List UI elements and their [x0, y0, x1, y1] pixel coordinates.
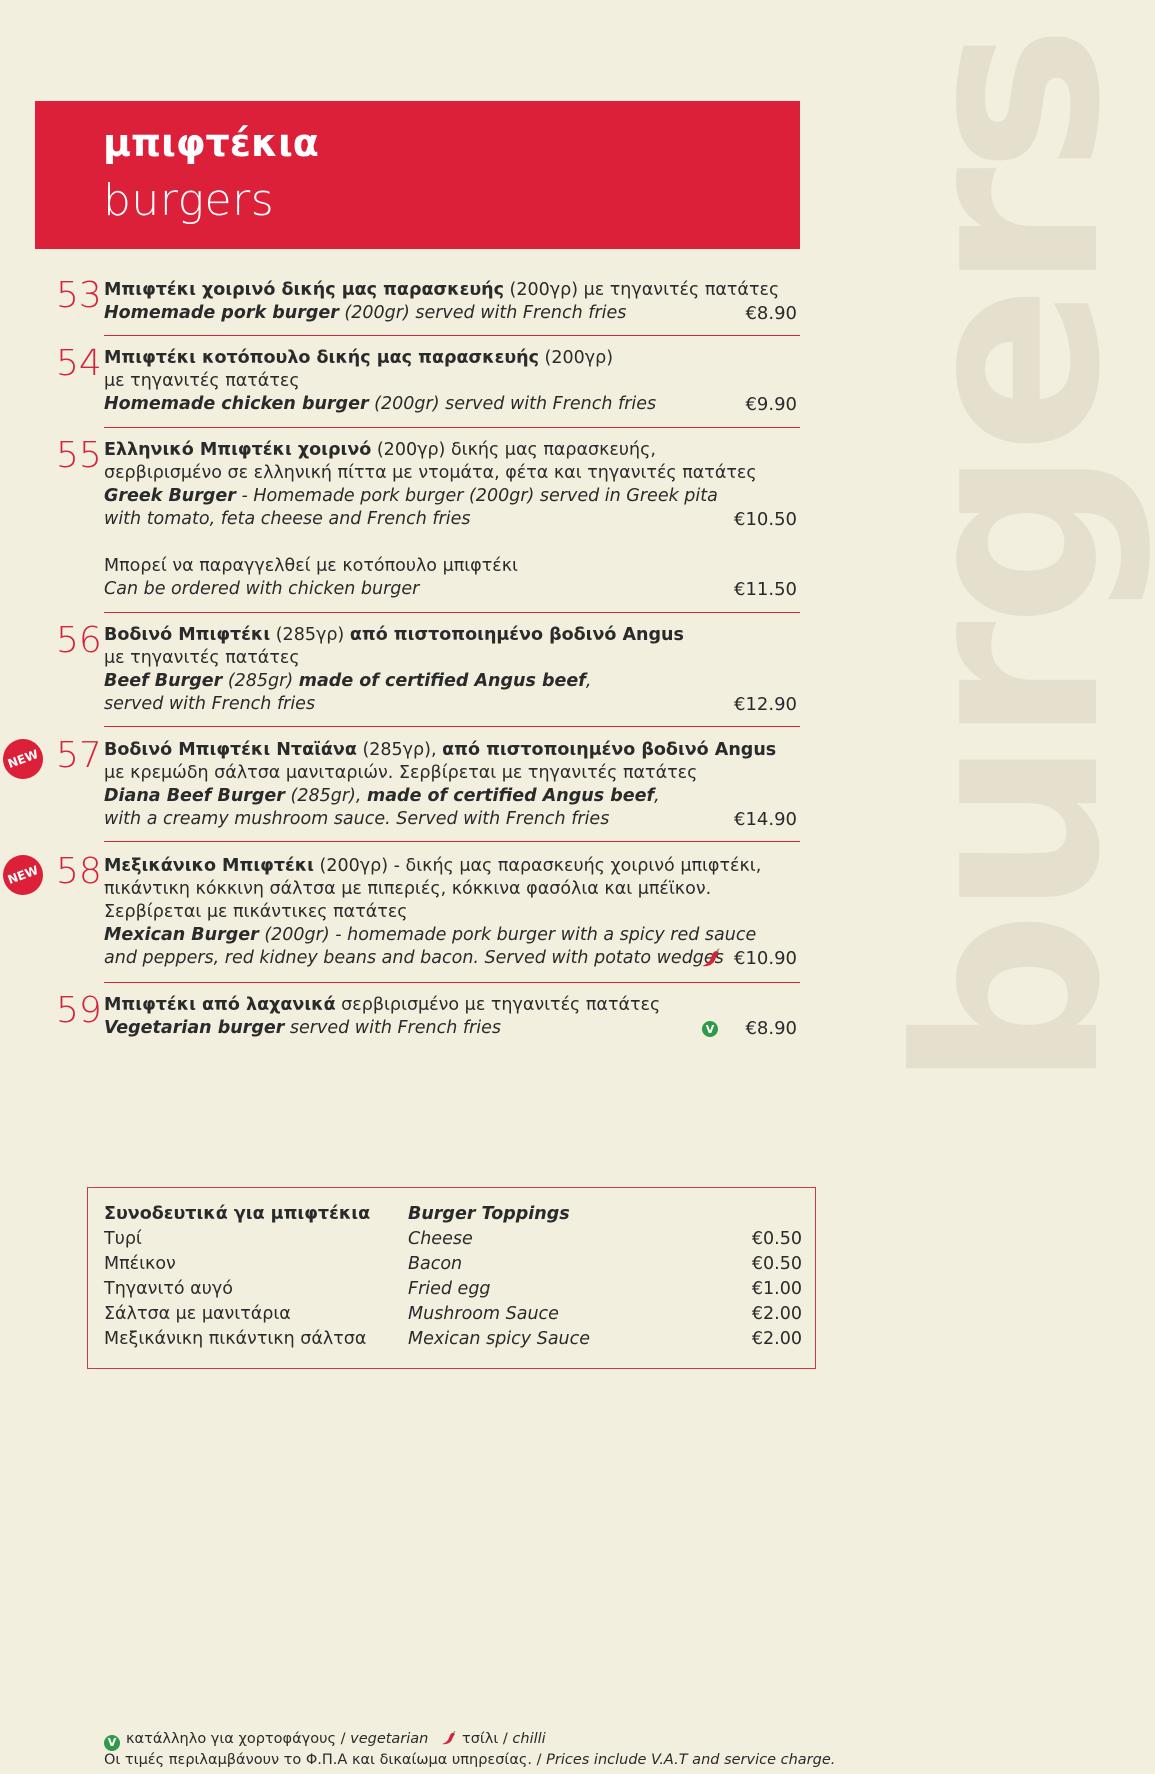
price-note-english: Prices include V.A.T and service charge. — [546, 1752, 836, 1768]
toppings-header-greek: Συνοδευτικά για μπιφτέκια — [104, 1204, 371, 1224]
topping-row — [104, 1254, 804, 1279]
menu-item-56 — [35, 620, 800, 719]
menu-item-59 — [35, 990, 800, 1044]
item-price: €11.50 — [734, 579, 797, 600]
description-text: Beef Burger — [104, 671, 223, 691]
description-text: made of certified Angus beef — [298, 671, 586, 691]
toppings-header-english: Burger Toppings — [408, 1204, 570, 1224]
topping-name-english: Bacon — [408, 1254, 463, 1274]
item-number: 54 — [56, 343, 102, 384]
item-description — [104, 855, 762, 970]
description-text: (200γρ) με τηγανιτές πατάτες — [503, 280, 780, 300]
description-text: (285gr) — [222, 671, 299, 691]
item-price: €8.90 — [745, 303, 797, 324]
description-text: Homemade chicken burger — [104, 394, 369, 414]
section-header — [35, 101, 800, 249]
description-line — [104, 555, 714, 578]
legend-vegetarian-greek: κατάλληλο για χορτοφάγους — [126, 1731, 336, 1747]
description-line — [104, 693, 714, 716]
description-line — [104, 439, 714, 462]
description-text: (200gr) - homemade pork burger with a spicy red sauce — [258, 925, 757, 945]
description-text: από πιστοποιημένο βοδινό Angus — [349, 625, 684, 645]
description-text: and peppers, red kidney beans and bacon. Served with potato wedges — [104, 948, 724, 968]
legend-line: V κατάλληλο για χορτοφάγους / vegetarian τσίλι / chilli — [104, 1729, 546, 1751]
description-text: με τηγανιτές πατάτες — [104, 371, 300, 391]
description-line — [104, 739, 777, 762]
menu-item-53 — [35, 275, 800, 329]
description-text: πικάντικη κόκκινη σάλτσα με πιπεριές, κόκκινα φασόλια και μπέϊκον. — [104, 879, 712, 899]
topping-row — [104, 1329, 804, 1354]
description-line — [104, 485, 718, 508]
topping-name-english: Mexican spicy Sauce — [408, 1329, 591, 1349]
new-badge: NEW — [0, 849, 49, 900]
description-text: με κρεμώδη σάλτσα μανιταριών. Σερβίρεται με τηγανιτές πατάτες — [104, 763, 698, 783]
description-text: Σερβίρεται με πικάντικες πατάτες — [104, 902, 408, 922]
description-text: Βοδινό Μπιφτέκι — [104, 625, 271, 645]
description-text: Homemade pork burger — [104, 303, 339, 323]
description-text: (285gr), — [284, 786, 367, 806]
divider — [104, 427, 800, 428]
topping-price: €2.00 — [751, 1304, 802, 1324]
item-number: 56 — [56, 620, 102, 661]
description-text: - Homemade pork burger (200gr) served in Greek pita — [235, 486, 718, 506]
item-price: €8.90 — [745, 1018, 797, 1039]
topping-price: €1.00 — [751, 1279, 802, 1299]
divider — [104, 982, 800, 983]
price-note: Οι τιμές περιλαμβάνουν το Φ.Π.Α και δικαίωμα υπηρεσίας. / Prices include V.A.T and service charge. — [104, 1752, 836, 1768]
item-price: €12.90 — [734, 694, 797, 715]
item-description — [104, 347, 714, 416]
item-description — [104, 624, 714, 716]
description-line — [104, 347, 714, 370]
legend-chilli-greek: τσίλι — [461, 1731, 499, 1747]
topping-name-greek: Τυρί — [104, 1229, 142, 1249]
item-price: €9.90 — [745, 394, 797, 415]
menu-item-54 — [35, 343, 800, 417]
description-text: Can be ordered with chicken burger — [104, 579, 420, 599]
item-description — [104, 994, 714, 1040]
description-text: σερβιρισμένο σε ελληνική πίττα με ντομάτα, φέτα και τηγανιτές πατάτες — [104, 463, 757, 483]
item-price: €10.50 — [734, 509, 797, 530]
legend-vegetarian-english: vegetarian — [350, 1731, 429, 1747]
description-line — [104, 808, 714, 831]
menu-item-55-chicken-option — [35, 555, 800, 603]
description-text: , — [654, 786, 660, 806]
description-line — [104, 785, 714, 808]
description-line — [104, 508, 714, 531]
description-text: (285γρ), — [356, 740, 443, 760]
description-line — [104, 762, 714, 785]
description-line — [104, 279, 780, 302]
description-text: (200gr) served with French fries — [368, 394, 657, 414]
description-text: made of certified Angus beef — [367, 786, 655, 806]
item-description — [104, 555, 714, 601]
divider — [104, 726, 800, 727]
topping-name-greek: Μεξικάνικη πικάντικη σάλτσα — [104, 1329, 367, 1349]
section-title-english: burgers — [103, 175, 275, 226]
description-text: with a creamy mushroom sauce. Served with French fries — [104, 809, 610, 829]
toppings-header — [104, 1204, 804, 1229]
description-text: served with French fries — [284, 1018, 501, 1038]
vegetarian-icon: V — [702, 1021, 718, 1037]
description-text: Μπιφτέκι χοιρινό δικής μας παρασκευής — [104, 280, 504, 300]
description-text: (200gr) served with French fries — [338, 303, 627, 323]
topping-name-english: Cheese — [408, 1229, 473, 1249]
description-text: Mexican Burger — [104, 925, 259, 945]
description-text: (200γρ) δικής μας παρασκευής, — [371, 440, 656, 460]
description-text: , — [585, 671, 592, 691]
description-text: Μπορεί να παραγγελθεί με κοτόπουλο μπιφτέκι — [104, 556, 518, 576]
description-line — [104, 393, 714, 416]
topping-price: €0.50 — [751, 1254, 802, 1274]
description-line — [104, 647, 714, 670]
description-line — [104, 370, 714, 393]
description-text: (200γρ) — [538, 348, 614, 368]
description-line — [104, 462, 757, 485]
description-line — [104, 578, 714, 601]
description-line — [104, 670, 714, 693]
item-number: 53 — [56, 275, 102, 316]
description-text: Ελληνικό Μπιφτέκι χοιρινό — [104, 440, 372, 460]
description-line — [104, 947, 724, 970]
description-line — [104, 855, 762, 878]
item-description — [104, 439, 757, 531]
section-title-greek: μπιφτέκια — [103, 121, 319, 165]
description-line — [104, 878, 714, 901]
item-number: 57 — [56, 735, 102, 776]
chilli-icon — [439, 1729, 459, 1747]
description-text: (200γρ) - δικής μας παρασκευής χοιρινό μπιφτέκι, — [313, 856, 762, 876]
description-line — [104, 302, 714, 325]
description-text: with tomato, feta cheese and French fries — [104, 509, 471, 529]
menu-item-57 — [35, 735, 800, 834]
item-price: €10.90 — [734, 948, 797, 969]
vegetarian-icon: V — [104, 1735, 120, 1751]
topping-name-greek: Τηγανιτό αυγό — [104, 1279, 233, 1299]
description-line — [104, 624, 714, 647]
item-price: €14.90 — [734, 809, 797, 830]
description-text: Greek Burger — [104, 486, 236, 506]
topping-price: €0.50 — [751, 1229, 802, 1249]
topping-row — [104, 1229, 804, 1254]
description-text: σερβιρισμένο με τηγανιτές πατάτες — [335, 995, 661, 1015]
item-number: 59 — [56, 990, 102, 1031]
description-text: served with French fries — [104, 694, 316, 714]
new-badge: NEW — [0, 733, 49, 784]
burgers-watermark: burgers — [864, 30, 1155, 1090]
description-text: Diana Beef Burger — [104, 786, 285, 806]
description-text: Μεξικάνικο Μπιφτέκι — [104, 856, 314, 876]
divider — [104, 841, 800, 842]
item-number: 58 — [56, 851, 102, 892]
description-line — [104, 901, 714, 924]
divider — [104, 612, 800, 613]
divider — [104, 335, 800, 336]
burger-toppings-box — [87, 1187, 816, 1369]
legend-chilli-english: chilli — [512, 1731, 546, 1747]
item-number: 55 — [56, 435, 102, 476]
topping-name-greek: Σάλτσα με μανιτάρια — [104, 1304, 291, 1324]
topping-price: €2.00 — [751, 1329, 802, 1349]
menu-item-58 — [35, 851, 800, 973]
topping-name-greek: Μπέικον — [104, 1254, 176, 1274]
topping-name-english: Fried egg — [408, 1279, 491, 1299]
description-text: Μπιφτέκι κοτόπουλο δικής μας παρασκευής — [104, 348, 539, 368]
description-text: από πιστοποιημένο βοδινό Angus — [442, 740, 777, 760]
description-text: (285γρ) — [270, 625, 350, 645]
description-text: με τηγανιτές πατάτες — [104, 648, 300, 668]
price-note-greek: Οι τιμές περιλαμβάνουν το Φ.Π.Α και δικαίωμα υπηρεσίας. — [104, 1752, 533, 1768]
description-text: Βοδινό Μπιφτέκι Νταϊάνα — [104, 740, 357, 760]
description-text: Vegetarian burger — [104, 1018, 285, 1038]
chilli-icon — [699, 946, 723, 970]
description-text: Μπιφτέκι από λαχανικά — [104, 995, 336, 1015]
description-line — [104, 924, 757, 947]
description-line — [104, 1017, 714, 1040]
description-line — [104, 994, 714, 1017]
topping-name-english: Mushroom Sauce — [408, 1304, 559, 1324]
topping-row — [104, 1279, 804, 1304]
topping-row — [104, 1304, 804, 1329]
menu-item-55 — [35, 435, 800, 534]
